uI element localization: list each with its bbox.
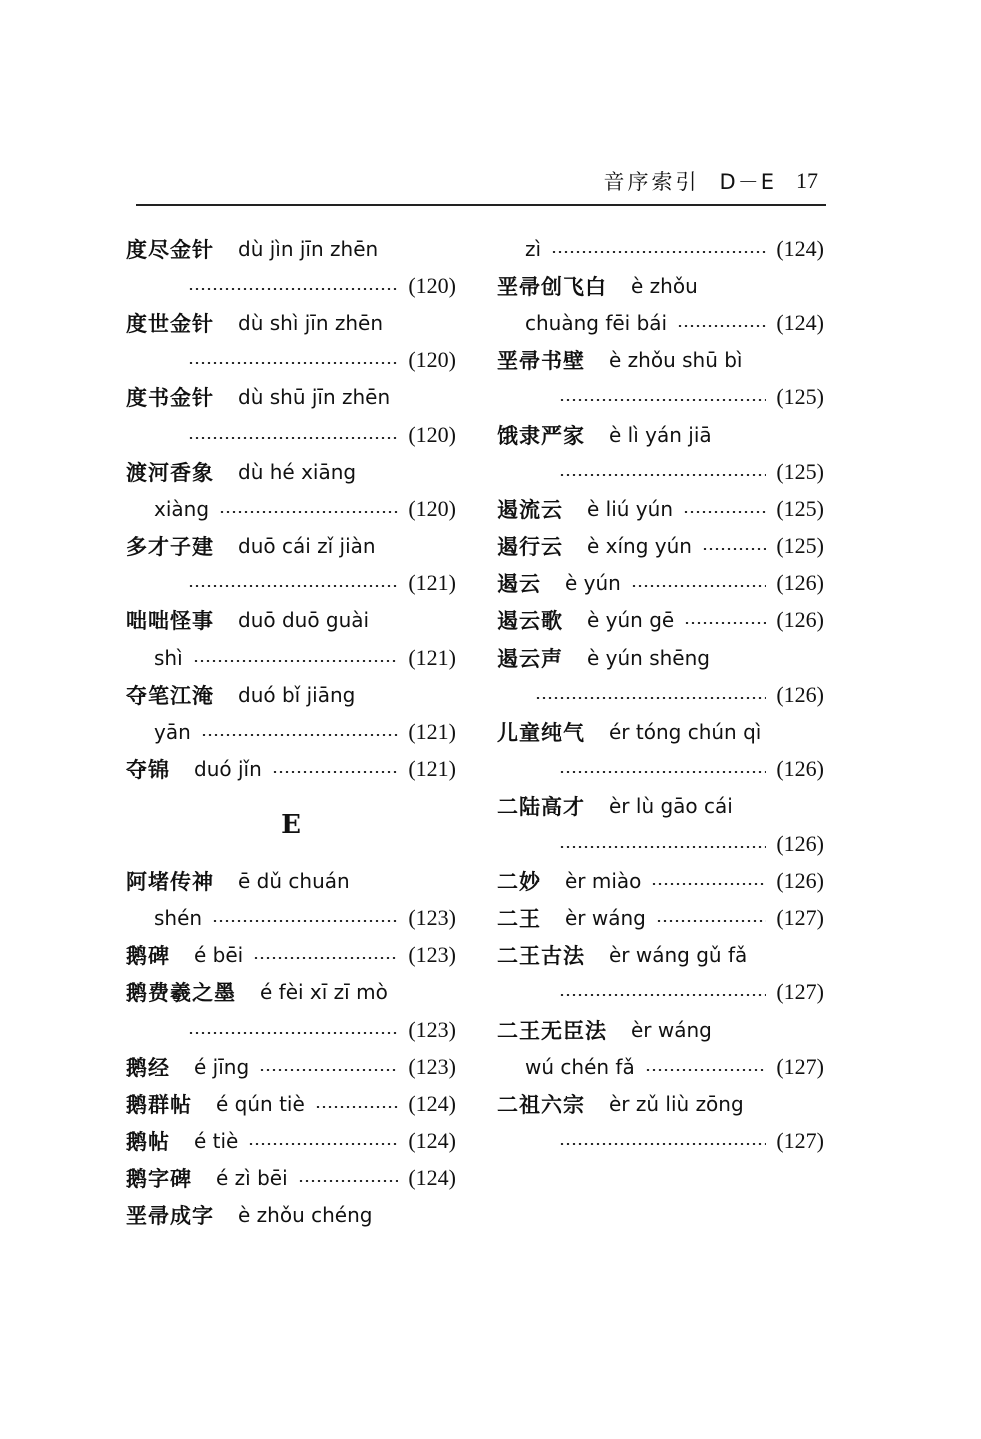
- entry-line: [126, 713, 456, 750]
- entry-pinyin: èr miào: [565, 868, 642, 893]
- entry-term: 鹅费羲之墨: [126, 980, 236, 1006]
- leader-dots: [253, 957, 398, 959]
- entry-line: [126, 899, 456, 936]
- entry-pinyin: shén: [154, 905, 203, 930]
- entry-pinyin: è zhǒu shū bì: [609, 348, 743, 373]
- entry-pinyin: è xíng yún: [587, 534, 692, 559]
- entry-term: 鹅帖: [126, 1129, 170, 1155]
- entry-line: [497, 453, 824, 490]
- header-range: D－E: [719, 170, 776, 194]
- leader-dots: [201, 734, 399, 736]
- entry-line: [497, 342, 824, 379]
- entry-pinyin: èr zǔ liù zōng: [609, 1091, 744, 1116]
- entry-pinyin: xiàng: [154, 496, 210, 521]
- entry-page-ref: (121): [408, 570, 456, 596]
- entry-line: [126, 565, 456, 602]
- index-column-right: [497, 230, 824, 1160]
- entry-line: [497, 1085, 824, 1122]
- entry-page-ref: (120): [408, 347, 456, 373]
- entry-page-ref: (123): [408, 904, 456, 930]
- entry-term: 二王: [497, 905, 541, 931]
- leader-dots: [684, 622, 766, 624]
- leader-dots: [315, 1106, 399, 1108]
- entry-page-ref: (121): [408, 719, 456, 745]
- entry-line: [126, 379, 456, 416]
- entry-line: [497, 974, 824, 1011]
- leader-dots: [219, 511, 398, 513]
- leader-dots: [559, 771, 766, 773]
- leader-dots: [248, 1143, 398, 1145]
- entry-line: [126, 416, 456, 453]
- entry-term: 鹅字碑: [126, 1166, 192, 1192]
- entry-line: [497, 490, 824, 527]
- entry-line: [497, 267, 824, 304]
- entry-line: [126, 751, 456, 788]
- leader-dots: [188, 362, 398, 364]
- index-column-left: [126, 230, 456, 1234]
- entry-term: 度书金针: [126, 385, 214, 411]
- entry-pinyin: ē dǔ chuán: [238, 868, 350, 893]
- entry-line: [497, 1048, 824, 1085]
- entry-line: [126, 1123, 456, 1160]
- entry-term: 儿童纯气: [497, 720, 585, 746]
- leader-dots: [551, 251, 766, 253]
- entry-line: [126, 974, 456, 1011]
- entry-pinyin: shì: [154, 645, 183, 670]
- header-rule: [136, 204, 826, 206]
- entry-line: [126, 862, 456, 899]
- entry-page-ref: (125): [776, 384, 824, 410]
- leader-dots: [651, 883, 766, 885]
- leader-dots: [559, 474, 766, 476]
- entry-term: 夺锦: [126, 757, 170, 783]
- entry-pinyin: è liú yún: [587, 496, 673, 521]
- entry-term: 遏云声: [497, 645, 563, 671]
- leader-dots: [188, 585, 398, 587]
- entry-pinyin: èr wáng: [565, 905, 646, 930]
- entry-pinyin: è yún gē: [587, 608, 675, 633]
- entry-line: [126, 490, 456, 527]
- leader-dots: [298, 1180, 399, 1182]
- entry-pinyin: é qún tiè: [216, 1091, 305, 1116]
- entry-line: [126, 453, 456, 490]
- entry-line: [126, 342, 456, 379]
- entry-pinyin: duó jǐn: [194, 757, 262, 782]
- entry-term: 饿隶严家: [497, 422, 585, 448]
- header-title: 音序索引: [603, 170, 700, 194]
- entry-pinyin: é fèi xī zī mò: [260, 980, 388, 1005]
- entry-pinyin: yān: [154, 720, 191, 745]
- entry-term: 二王古法: [497, 943, 585, 969]
- leader-dots: [645, 1069, 767, 1071]
- entry-line: [497, 230, 824, 267]
- entry-pinyin: èr wáng: [631, 1017, 712, 1042]
- entry-pinyin: dù shì jīn zhēn: [238, 310, 384, 335]
- entry-line: [497, 862, 824, 899]
- page-number: 17: [796, 168, 818, 193]
- entry-line: [497, 565, 824, 602]
- leader-dots: [535, 697, 766, 699]
- leader-dots: [193, 660, 399, 662]
- entry-pinyin: èr lù gāo cái: [609, 794, 733, 819]
- entry-pinyin: é bēi: [194, 943, 244, 968]
- entry-term: 遏云: [497, 571, 541, 597]
- entry-line: [497, 639, 824, 676]
- entry-page-ref: (124): [408, 1090, 456, 1116]
- entry-pinyin: dù jìn jīn zhēn: [238, 236, 379, 261]
- entry-page-ref: (127): [776, 1128, 824, 1154]
- entry-line: [126, 1197, 456, 1234]
- entry-term: 二王无臣法: [497, 1017, 607, 1043]
- entry-line: [497, 676, 824, 713]
- entry-line: [497, 713, 824, 750]
- entry-pinyin: èr wáng gǔ fǎ: [609, 943, 748, 968]
- entry-line: [126, 676, 456, 713]
- entry-page-ref: (126): [776, 830, 824, 856]
- leader-dots: [559, 994, 766, 996]
- entry-line: [126, 937, 456, 974]
- entry-page-ref: (126): [776, 681, 824, 707]
- entry-line: [126, 639, 456, 676]
- entry-pinyin: è zhǒu chéng: [238, 1203, 373, 1228]
- entry-term: 渡河香象: [126, 459, 214, 485]
- entry-line: [497, 937, 824, 974]
- leader-dots: [631, 585, 766, 587]
- leader-dots: [677, 325, 766, 327]
- entry-term: 二祖六宗: [497, 1091, 585, 1117]
- entry-page-ref: (121): [408, 644, 456, 670]
- entry-pinyin: è zhǒu: [631, 273, 698, 298]
- entry-pinyin: duō cái zǐ jiàn: [238, 534, 376, 559]
- entry-term: 遏行云: [497, 534, 563, 560]
- entry-term: 鹅群帖: [126, 1091, 192, 1117]
- leader-dots: [188, 1032, 398, 1034]
- entry-pinyin: é tiè: [194, 1129, 239, 1154]
- entry-page-ref: (121): [408, 756, 456, 782]
- entry-page-ref: (120): [408, 272, 456, 298]
- leader-dots: [559, 399, 766, 401]
- entry-pinyin: zì: [525, 236, 542, 261]
- section-letter-heading: E: [281, 810, 301, 840]
- entry-page-ref: (125): [776, 533, 824, 559]
- entry-term: 二妙: [497, 868, 541, 894]
- leader-dots: [188, 288, 398, 290]
- entry-term: 咄咄怪事: [126, 608, 214, 634]
- entry-term: 度尽金针: [126, 236, 214, 262]
- entry-line: [126, 1085, 456, 1122]
- entry-page-ref: (126): [776, 756, 824, 782]
- entry-page-ref: (126): [776, 607, 824, 633]
- entry-pinyin: è lì yán jiā: [609, 422, 712, 447]
- leader-dots: [259, 1069, 398, 1071]
- entry-line: [126, 230, 456, 267]
- leader-dots: [272, 771, 399, 773]
- entry-page-ref: (126): [776, 570, 824, 596]
- entry-term: 阿堵传神: [126, 868, 214, 894]
- entry-page-ref: (124): [776, 309, 824, 335]
- entry-line: [497, 899, 824, 936]
- entry-line: [497, 1123, 824, 1160]
- entry-term: 遏云歌: [497, 608, 563, 634]
- entry-pinyin: duó bǐ jiāng: [238, 682, 356, 707]
- entry-pinyin: dù shū jīn zhēn: [238, 385, 391, 410]
- entry-page-ref: (123): [408, 942, 456, 968]
- leader-dots: [683, 511, 766, 513]
- entry-pinyin: duō duō guài: [238, 608, 370, 633]
- entry-page-ref: (124): [776, 235, 824, 261]
- entry-pinyin: ér tóng chún qì: [609, 720, 762, 745]
- entry-page-ref: (125): [776, 495, 824, 521]
- entry-pinyin: é zì bēi: [216, 1166, 288, 1191]
- running-header: [0, 164, 818, 198]
- entry-line: [126, 1048, 456, 1085]
- entry-term: 鹅碑: [126, 943, 170, 969]
- entry-line: [126, 304, 456, 341]
- entry-line: [497, 825, 824, 862]
- entry-term: 垩帚书壁: [497, 348, 585, 374]
- leader-dots: [212, 920, 398, 922]
- leader-dots: [559, 1143, 766, 1145]
- entry-line: [126, 1011, 456, 1048]
- entry-term: 鹅经: [126, 1054, 170, 1080]
- entry-term: 夺笔江淹: [126, 682, 214, 708]
- entry-pinyin: è yún shēng: [587, 645, 710, 670]
- entry-page-ref: (127): [776, 979, 824, 1005]
- entry-line: [126, 267, 456, 304]
- entry-line: [126, 602, 456, 639]
- entry-term: 垩帚创飞白: [497, 273, 607, 299]
- entry-term: 度世金针: [126, 310, 214, 336]
- entry-page-ref: (124): [408, 1165, 456, 1191]
- entry-page-ref: (124): [408, 1128, 456, 1154]
- entry-pinyin: wú chén fǎ: [525, 1054, 635, 1079]
- leader-dots: [702, 548, 766, 550]
- entry-pinyin: chuàng fēi bái: [525, 310, 668, 335]
- entry-line: [497, 751, 824, 788]
- entry-line: [497, 379, 824, 416]
- entry-line: [126, 528, 456, 565]
- entry-line: [126, 1160, 456, 1197]
- entry-line: [497, 416, 824, 453]
- leader-dots: [188, 437, 398, 439]
- entry-page-ref: (120): [408, 495, 456, 521]
- entry-line: [497, 1011, 824, 1048]
- entry-line: [497, 528, 824, 565]
- entry-page-ref: (120): [408, 421, 456, 447]
- entry-page-ref: (125): [776, 458, 824, 484]
- entry-term: 垩帚成字: [126, 1203, 214, 1229]
- leader-dots: [656, 920, 766, 922]
- entry-pinyin: é jīng: [194, 1054, 250, 1079]
- entry-page-ref: (127): [776, 904, 824, 930]
- entry-pinyin: è yún: [565, 571, 621, 596]
- entry-page-ref: (123): [408, 1053, 456, 1079]
- entry-page-ref: (126): [776, 867, 824, 893]
- entry-line: [497, 304, 824, 341]
- entry-line: [497, 602, 824, 639]
- entry-page-ref: (127): [776, 1053, 824, 1079]
- entry-pinyin: dù hé xiāng: [238, 459, 357, 484]
- entry-page-ref: (123): [408, 1016, 456, 1042]
- entry-line: [497, 788, 824, 825]
- entry-term: 遏流云: [497, 496, 563, 522]
- entry-term: 二陆高才: [497, 794, 585, 820]
- leader-dots: [559, 846, 766, 848]
- entry-term: 多才子建: [126, 534, 214, 560]
